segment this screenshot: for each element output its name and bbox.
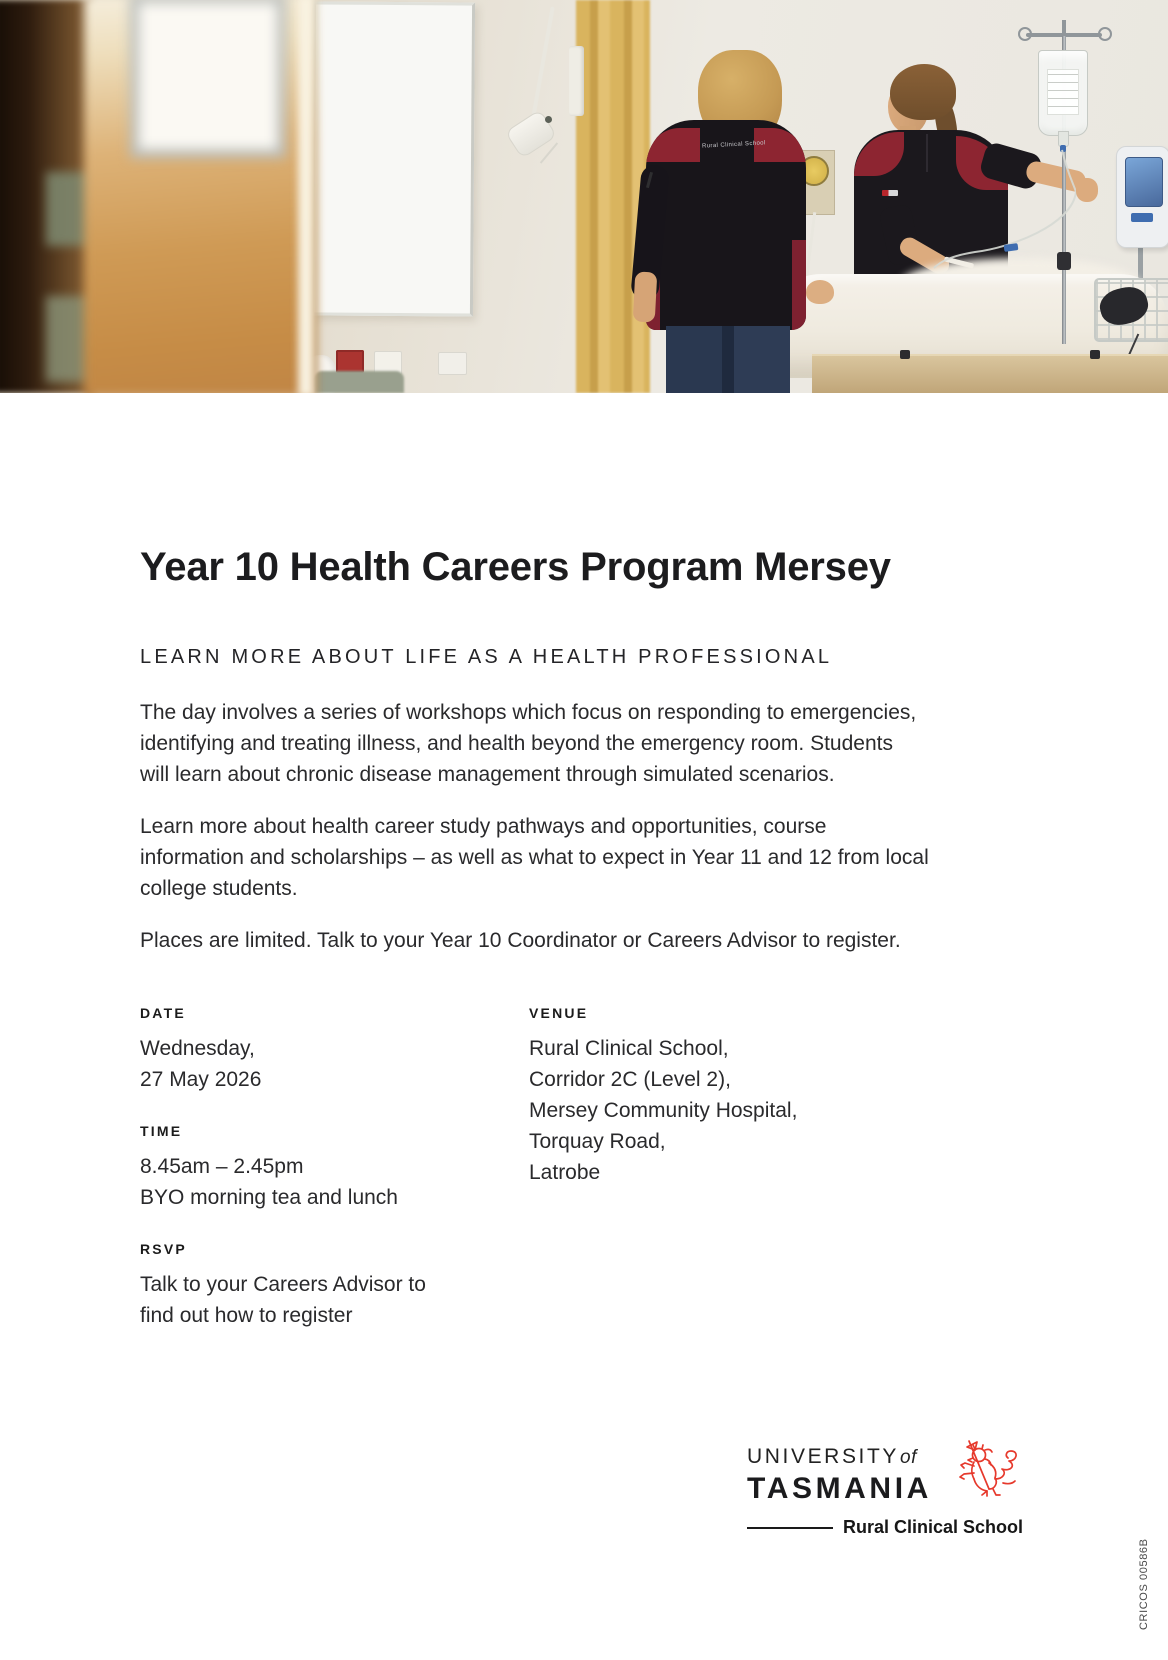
bed-frame <box>812 354 1168 393</box>
logo-school-name: Rural Clinical School <box>843 1517 1024 1537</box>
exam-lamp-mount <box>569 46 584 116</box>
date-line: 27 May 2026 <box>140 1068 262 1091</box>
time-line: BYO morning tea and lunch <box>140 1186 398 1209</box>
body-paragraph-1 <box>140 697 972 790</box>
student-left-polo <box>646 120 806 330</box>
venue-line: Torquay Road, <box>529 1130 666 1153</box>
iv-hook <box>1098 27 1112 41</box>
body-line: Learn more about health career study pathways and opportunities, course <box>140 815 827 838</box>
door-window-glare <box>130 0 286 158</box>
logo-rule <box>747 1527 833 1529</box>
logo-of: of <box>900 1447 917 1468</box>
utas-lion-icon <box>959 1439 1025 1499</box>
body-line: The day involves a series of workshops which focus on responding to emergencies, <box>140 701 917 724</box>
page-title: Year 10 Health Careers Program Mersey <box>140 545 891 589</box>
door-edge-highlight <box>298 0 314 393</box>
date-label: DATE <box>140 1005 186 1021</box>
time-section <box>140 1123 510 1213</box>
utas-logo <box>747 1445 1037 1538</box>
iv-pole-clamp <box>1057 252 1071 270</box>
venue-line: Latrobe <box>529 1161 601 1184</box>
body-line: Places are limited. Talk to your Year 10 Coordinator or Careers Advisor to register. <box>140 929 901 952</box>
venue-section <box>529 1005 969 1188</box>
monitor-button <box>1131 213 1153 222</box>
iv-bag-cap <box>1060 145 1066 152</box>
cricos-code: CRICOS 00586B <box>1138 1538 1150 1630</box>
polo-red-side <box>792 240 806 330</box>
details-left-column <box>140 1005 510 1359</box>
body-paragraph-3 <box>140 925 972 956</box>
venue-line: Corridor 2C (Level 2), <box>529 1068 731 1091</box>
date-section <box>140 1005 510 1095</box>
body-line: information and scholarships – as well as what to expect in Year 11 and 12 from local <box>140 846 929 869</box>
red-power-outlet <box>336 350 364 373</box>
student-left-jeans <box>666 326 790 393</box>
venue-label: VENUE <box>529 1005 589 1021</box>
logo-university-line: UNIVERSITYof <box>747 1445 917 1468</box>
venue-line: Rural Clinical School, <box>529 1037 729 1060</box>
power-outlet <box>438 352 467 375</box>
student-right-hair <box>890 64 956 120</box>
body-paragraph-2 <box>140 811 972 904</box>
vitals-monitor <box>1116 146 1168 248</box>
student-left-forearm <box>633 271 658 322</box>
chair-back <box>314 371 404 393</box>
logo-school-line <box>747 1517 1037 1538</box>
venue-line: Mersey Community Hospital, <box>529 1099 798 1122</box>
subtitle: LEARN MORE ABOUT LIFE AS A HEALTH PROFESSIONAL <box>140 646 833 668</box>
monitor-screen <box>1125 157 1163 207</box>
rsvp-line: Talk to your Careers Advisor to <box>140 1273 426 1296</box>
exam-lamp-knob <box>545 116 552 123</box>
hero-photo <box>0 0 1168 393</box>
rsvp-label: RSVP <box>140 1241 187 1257</box>
body-line: identifying and treating illness, and health beyond the emergency room. Students <box>140 732 893 755</box>
bed-clamp <box>900 350 910 359</box>
iv-fluid-bag <box>1038 50 1088 136</box>
student-right-hand-on-line <box>1076 178 1098 202</box>
flyer-body <box>140 544 972 956</box>
body-line: college students. <box>140 877 298 900</box>
manikin-head <box>806 280 834 304</box>
logo-tasmania-line: TASMANIA <box>747 1472 932 1505</box>
iv-bag-label <box>1047 69 1079 115</box>
details-right-column <box>529 1005 969 1216</box>
rsvp-line: find out how to register <box>140 1304 353 1327</box>
date-line: Wednesday, <box>140 1037 255 1060</box>
polo-back-text: Rural Clinical School <box>701 140 766 150</box>
rsvp-section <box>140 1241 510 1331</box>
body-line: will learn about chronic disease management through simulated scenarios. <box>140 763 835 786</box>
whiteboard <box>311 1 475 316</box>
bed-clamp <box>1090 350 1100 359</box>
polo-placket <box>926 134 928 172</box>
time-label: TIME <box>140 1123 183 1139</box>
iv-hook <box>1018 27 1032 41</box>
time-line: 8.45am – 2.45pm <box>140 1155 304 1178</box>
polo-chest-logo <box>882 190 898 196</box>
